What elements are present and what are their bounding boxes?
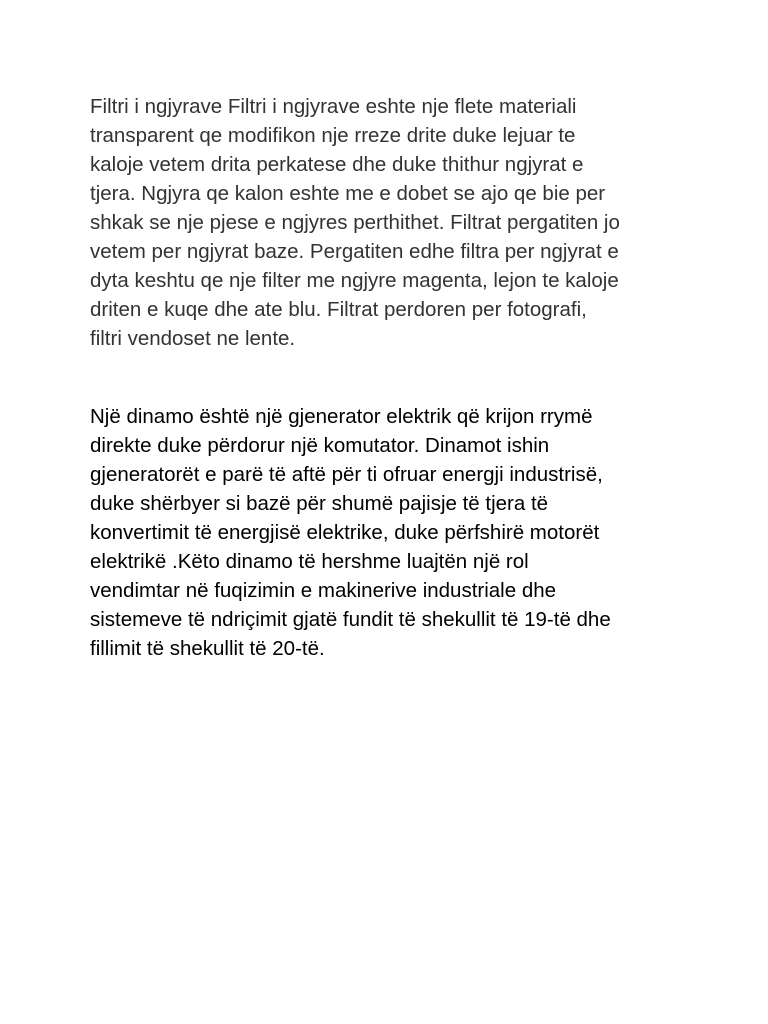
paragraph-dynamo: Një dinamo është një gjenerator elektrik që krijon rrymë direkte duke përdorur një komutator. Dinamot ishin gjeneratorët e parë të aftë për ti ofruar energji industrisë, duke shërbyer si bazë për shumë pajisje të tjera të konvertimit të energjisë elektrike, duke përfshirë motorët elektrikë .Këto dinamo të hershme luajtën një rol vendimtar në fuqizimin e makinerive industriale dhe sistemeve të ndriçimit gjatë fundit të shekullit të 19-të dhe fillimit të shekullit të 20-të.	[90, 405, 611, 660]
paragraph-color-filter: Filtri i ngjyrave Filtri i ngjyrave eshte nje flete materiali transparent qe modifikon nje rreze drite duke lejuar te kaloje vetem drita perkatese dhe duke thithur ngjyrat e tjera. Ngjyra qe kalon eshte me e dobet se ajo qe bie per shkak se nje pjese e ngjyres perthithet. Filtrat pergatiten jo vetem per ngjyrat baze. Pergatiten edhe filtra per ngjyrat e dyta keshtu qe nje filter me ngjyre magenta, lejon te kaloje driten e kuqe dhe ate blu. Filtrat perdoren per fotografi, filtri vendoset ne lente.	[90, 95, 620, 350]
